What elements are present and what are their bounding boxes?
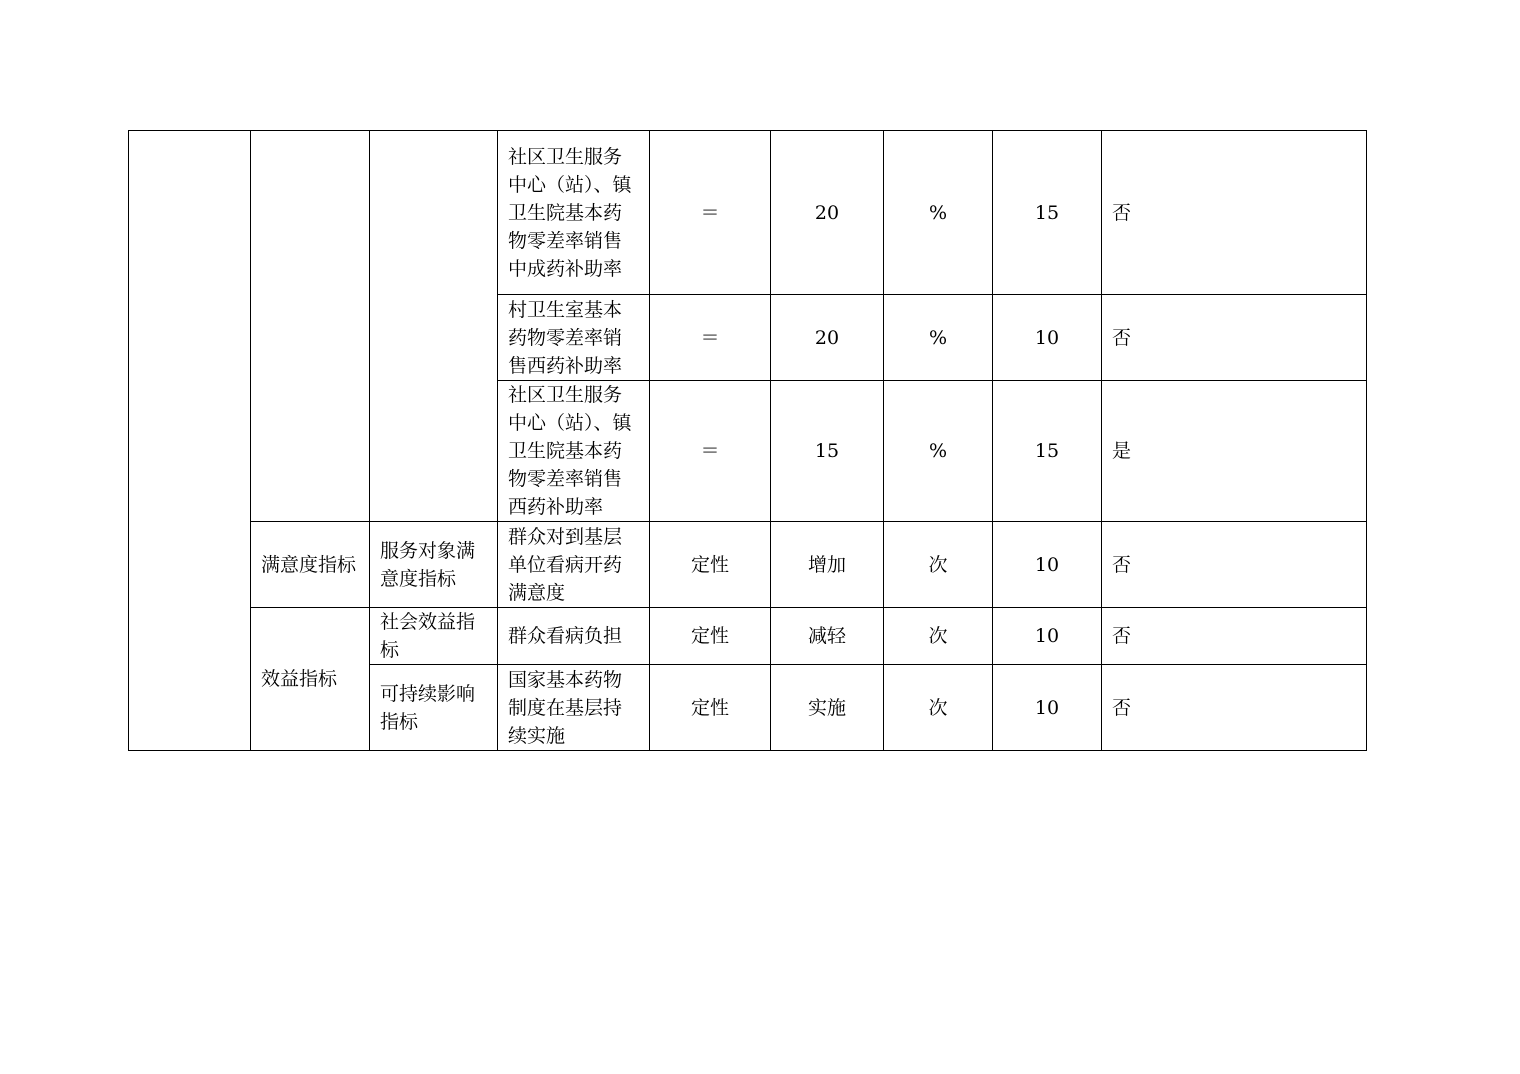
performance-indicator-table bbox=[128, 130, 1367, 751]
level2-indicator-cell: 效益指标 bbox=[251, 608, 370, 751]
table-row bbox=[129, 522, 1367, 608]
level3-indicator-cell: 社会效益指标 bbox=[370, 608, 498, 665]
indicator-name-cell: 国家基本药物制度在基层持续实施 bbox=[498, 665, 650, 751]
weight-cell: 10 bbox=[993, 608, 1102, 665]
core-indicator-cell: 是 bbox=[1102, 381, 1367, 522]
table-row bbox=[129, 608, 1367, 665]
core-indicator-cell: 否 bbox=[1102, 295, 1367, 381]
level3-indicator-cell: 可持续影响指标 bbox=[370, 665, 498, 751]
weight-cell: 15 bbox=[993, 381, 1102, 522]
operator-cell: 定性 bbox=[650, 665, 771, 751]
target-value-cell: 20 bbox=[771, 131, 884, 295]
weight-cell: 10 bbox=[993, 522, 1102, 608]
weight-cell: 10 bbox=[993, 665, 1102, 751]
operator-cell: ＝ bbox=[650, 381, 771, 522]
weight-cell: 10 bbox=[993, 295, 1102, 381]
target-value-cell: 15 bbox=[771, 381, 884, 522]
table-row bbox=[129, 131, 1367, 295]
operator-cell: 定性 bbox=[650, 608, 771, 665]
indicator-name-cell: 群众看病负担 bbox=[498, 608, 650, 665]
target-value-cell: 20 bbox=[771, 295, 884, 381]
target-value-cell: 实施 bbox=[771, 665, 884, 751]
unit-cell: % bbox=[884, 381, 993, 522]
operator-cell: 定性 bbox=[650, 522, 771, 608]
level2-indicator-cell bbox=[251, 131, 370, 522]
core-indicator-cell: 否 bbox=[1102, 131, 1367, 295]
level1-indicator-cell bbox=[129, 131, 251, 751]
level2-indicator-cell: 满意度指标 bbox=[251, 522, 370, 608]
indicator-name-cell: 群众对到基层单位看病开药满意度 bbox=[498, 522, 650, 608]
target-value-cell: 减轻 bbox=[771, 608, 884, 665]
weight-cell: 15 bbox=[993, 131, 1102, 295]
unit-cell: 次 bbox=[884, 608, 993, 665]
target-value-cell: 增加 bbox=[771, 522, 884, 608]
indicator-name-cell: 村卫生室基本药物零差率销售西药补助率 bbox=[498, 295, 650, 381]
operator-cell: ＝ bbox=[650, 131, 771, 295]
indicator-name-cell: 社区卫生服务中心（站）、镇卫生院基本药物零差率销售中成药补助率 bbox=[498, 131, 650, 295]
indicator-name-cell: 社区卫生服务中心（站）、镇卫生院基本药物零差率销售西药补助率 bbox=[498, 381, 650, 522]
core-indicator-cell: 否 bbox=[1102, 665, 1367, 751]
unit-cell: % bbox=[884, 131, 993, 295]
unit-cell: 次 bbox=[884, 522, 993, 608]
level3-indicator-cell: 服务对象满意度指标 bbox=[370, 522, 498, 608]
core-indicator-cell: 否 bbox=[1102, 608, 1367, 665]
level3-indicator-cell bbox=[370, 131, 498, 522]
operator-cell: ＝ bbox=[650, 295, 771, 381]
core-indicator-cell: 否 bbox=[1102, 522, 1367, 608]
unit-cell: % bbox=[884, 295, 993, 381]
unit-cell: 次 bbox=[884, 665, 993, 751]
